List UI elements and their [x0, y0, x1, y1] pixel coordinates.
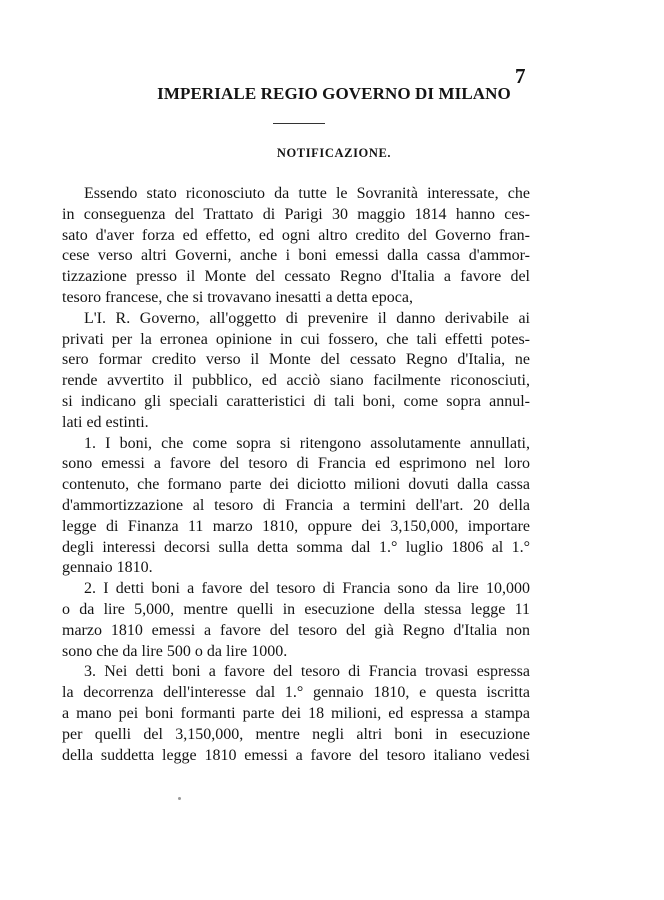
text-line: 3. Nei detti boni a favore del tesoro di Francia trovasi espressa: [84, 663, 530, 681]
text-line: sero formar credito verso il Monte del cessato Regno d'Italia, ne: [62, 351, 530, 369]
text-line: 1. I boni, che come sopra si ritengono assolutamente annullati,: [84, 434, 530, 452]
text-line: sato d'aver forza ed effetto, ed ogni altro credito del Governo fran-: [62, 226, 530, 244]
text-line: marzo 1810 emessi a favore del tesoro del già Regno d'Italia non: [62, 621, 530, 639]
body-text: [62, 184, 530, 766]
text-line: Essendo stato riconosciuto da tutte le Sovranità interessate, che: [84, 185, 530, 202]
text-line: privati per la erronea opinione in cui fossero, che tali effetti potes-: [62, 330, 530, 348]
text-line: tesoro francese, che si trovavano inesatti a detta epoca,: [62, 288, 413, 306]
notice-heading: NOTIFICAZIONE.: [276, 146, 392, 160]
text-line: si indicano gli speciali caratteristici di tali boni, come sopra annul-: [62, 392, 530, 410]
text-line: legge di Finanza 11 marzo 1810, oppure dei 3,150,000, importare: [62, 517, 530, 535]
text-line: cese verso altri Governi, anche i boni emessi dalla cassa d'ammor-: [62, 247, 530, 265]
text-line: degli interessi decorsi sulla detta somma dal 1.° luglio 1806 al 1.°: [62, 538, 530, 556]
text-line: la decorrenza dell'interesse dal 1.° gennaio 1810, e questa iscritta: [62, 684, 530, 702]
text-line: contenuto, che formano parte dei diciotto milioni dovuti dalla cassa: [62, 476, 530, 494]
text-line: 2. I detti boni a favore del tesoro di Francia sono da lire 10,000: [84, 580, 530, 598]
text-line: sono emessi a favore del tesoro di Francia ed esprimono nel loro: [62, 455, 530, 473]
text-line: rende avvertito il pubblico, ed acciò siano facilmente riconosciuti,: [62, 372, 530, 390]
text-line: lati ed estinti.: [62, 413, 149, 431]
ink-speck: [178, 797, 181, 800]
text-line: gennaio 1810.: [62, 559, 153, 577]
text-line: sono che da lire 500 o da lire 1000.: [62, 642, 288, 660]
text-line: a mano pei boni formanti parte dei 18 milioni, ed espressa a stampa: [62, 704, 530, 722]
text-line: L'I. R. Governo, all'oggetto di prevenire il danno derivabile ai: [84, 309, 530, 327]
page-number: 7: [515, 64, 526, 88]
text-line: tizzazione presso il Monte del cessato Regno d'Italia a favore del: [62, 268, 530, 286]
text-line: in conseguenza del Trattato di Parigi 30 maggio 1814 hanno ces-: [62, 205, 530, 223]
text-line: d'ammortizzazione al tesoro di Francia a termini dell'art. 20 della: [62, 496, 530, 514]
title-rule: [273, 123, 325, 124]
text-line: o da lire 5,000, mentre quelli in esecuzione della stessa legge 11: [62, 600, 530, 618]
text-line: per quelli del 3,150,000, mentre negli altri boni in esecuzione: [62, 725, 530, 743]
page-title: IMPERIALE REGIO GOVERNO DI MILANO: [157, 84, 511, 103]
text-line: della suddetta legge 1810 emessi a favore del tesoro italiano vedesi: [62, 746, 530, 764]
